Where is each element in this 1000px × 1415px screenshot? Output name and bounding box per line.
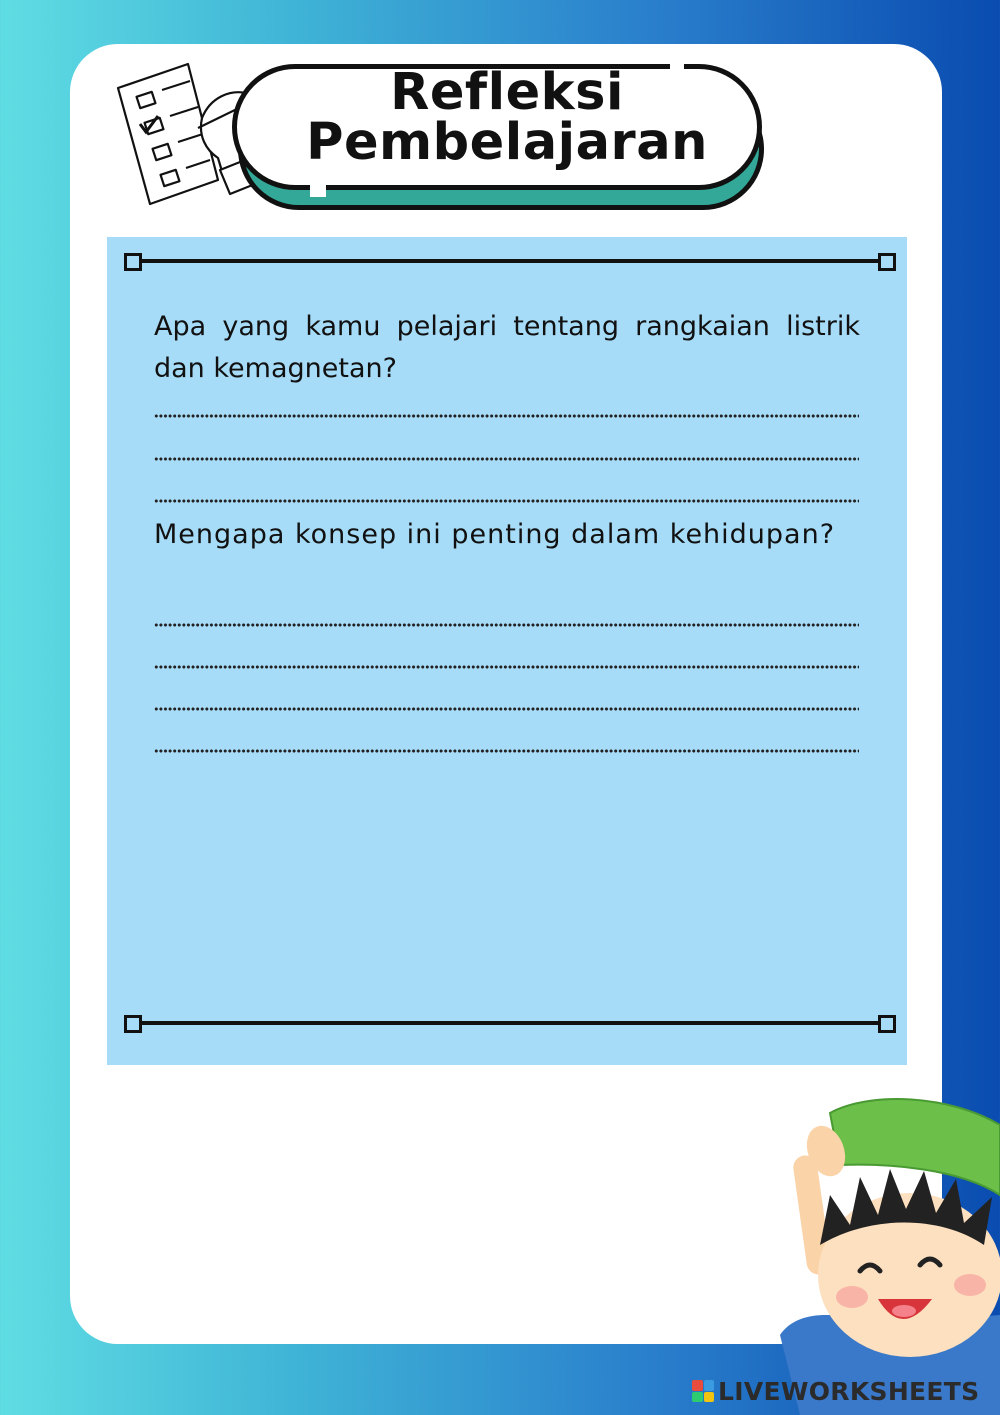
title-line-1: Refleksi (390, 63, 624, 122)
answer-line-3[interactable] (154, 498, 859, 504)
answer-line-1[interactable] (154, 413, 859, 419)
page-title (292, 63, 722, 172)
answer-line-2[interactable] (154, 456, 859, 462)
bottom-divider (124, 1013, 896, 1033)
answer-line-5[interactable] (154, 664, 859, 670)
answer-line-6[interactable] (154, 706, 859, 712)
boy-holding-leaf-illustration (760, 1085, 1000, 1415)
answer-line-4[interactable] (154, 622, 859, 628)
title-line-2: Pembelajaran (306, 113, 708, 172)
question-2: Mengapa konsep ini penting dalam kehidupan? (154, 519, 836, 550)
top-divider (124, 251, 896, 271)
answer-line-7[interactable] (154, 748, 859, 754)
brand-name: LIVEWORKSHEETS (718, 1376, 980, 1406)
question-1: Apa yang kamu pelajari tentang rangkaian listrik dan kemagnetan? (154, 311, 860, 384)
liveworksheets-brand (692, 1376, 979, 1406)
liveworksheets-logo-icon (692, 1380, 714, 1402)
